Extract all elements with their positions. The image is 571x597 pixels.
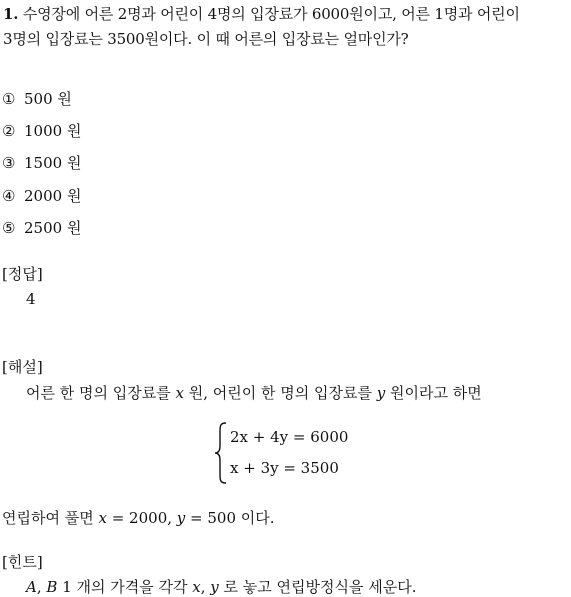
equation-2: x + 3y = 3500 xyxy=(230,459,339,477)
choice-5-marker: ⑤ xyxy=(2,219,16,237)
hint-variable-a: A xyxy=(26,578,37,596)
explanation-intro-a: 어른 한 명의 입장료를 xyxy=(26,384,176,402)
result-text-c: = 500 이다. xyxy=(185,509,275,527)
choice-2-text: 1000 원 xyxy=(24,122,82,140)
hint-text-a: 1 개의 가격을 각각 xyxy=(57,578,193,596)
choice-3[interactable] xyxy=(2,152,81,173)
hint-variable-x: x xyxy=(192,578,201,596)
hint-separator: , xyxy=(36,578,47,596)
variable-x: x xyxy=(175,384,184,402)
choice-4[interactable] xyxy=(2,185,81,206)
left-brace-icon xyxy=(214,422,228,484)
hint-variable-b: B xyxy=(46,578,58,596)
equation-system xyxy=(214,422,354,484)
choice-3-marker: ③ xyxy=(2,154,16,172)
hint-variable-y: y xyxy=(210,578,219,596)
explanation-label: [해설] xyxy=(2,358,43,376)
result-text-a: 연립하여 풀면 xyxy=(2,509,99,527)
choice-1-marker: ① xyxy=(2,90,16,108)
choice-4-marker: ④ xyxy=(2,187,16,205)
choice-1[interactable] xyxy=(2,88,72,109)
result-variable-y: y xyxy=(176,509,186,527)
explanation-intro-c: 원이라고 하면 xyxy=(385,384,482,402)
choice-2[interactable] xyxy=(2,120,81,141)
hint-text xyxy=(26,576,416,597)
explanation-intro xyxy=(26,382,482,403)
choice-5-text: 2500 원 xyxy=(24,219,82,237)
result-variable-x: x xyxy=(98,509,107,527)
equation-1: 2x + 4y = 6000 xyxy=(230,428,349,446)
hint-label: [힌트] xyxy=(2,553,43,571)
choice-4-text: 2000 원 xyxy=(24,187,82,205)
answer-label: [정답] xyxy=(2,265,43,283)
answer-value: 4 xyxy=(26,290,36,308)
choice-1-text: 500 원 xyxy=(24,90,72,108)
explanation-intro-b: 원, 어린이 한 명의 입장료를 xyxy=(183,384,377,402)
variable-y: y xyxy=(376,384,386,402)
question-text-2: 3명의 입장료는 3500원이다. 이 때 어른의 입장료는 얼마인가? xyxy=(3,30,409,48)
question-text-1: 수영장에 어른 2명과 어린이 4명의 입장료가 6000원이고, 어른 1명과 어린이 xyxy=(22,5,520,23)
choice-3-text: 1500 원 xyxy=(24,154,82,172)
question-line-1 xyxy=(3,3,520,24)
result-text-b: = 2000, xyxy=(106,509,177,527)
hint-text-b: 로 놓고 연립방정식을 세운다. xyxy=(218,578,417,596)
choice-5[interactable] xyxy=(2,217,81,238)
question-number: 1. xyxy=(3,5,19,23)
choice-2-marker: ② xyxy=(2,122,16,140)
explanation-result xyxy=(2,507,275,528)
hint-comma: , xyxy=(200,578,211,596)
question-line-2 xyxy=(3,28,409,49)
